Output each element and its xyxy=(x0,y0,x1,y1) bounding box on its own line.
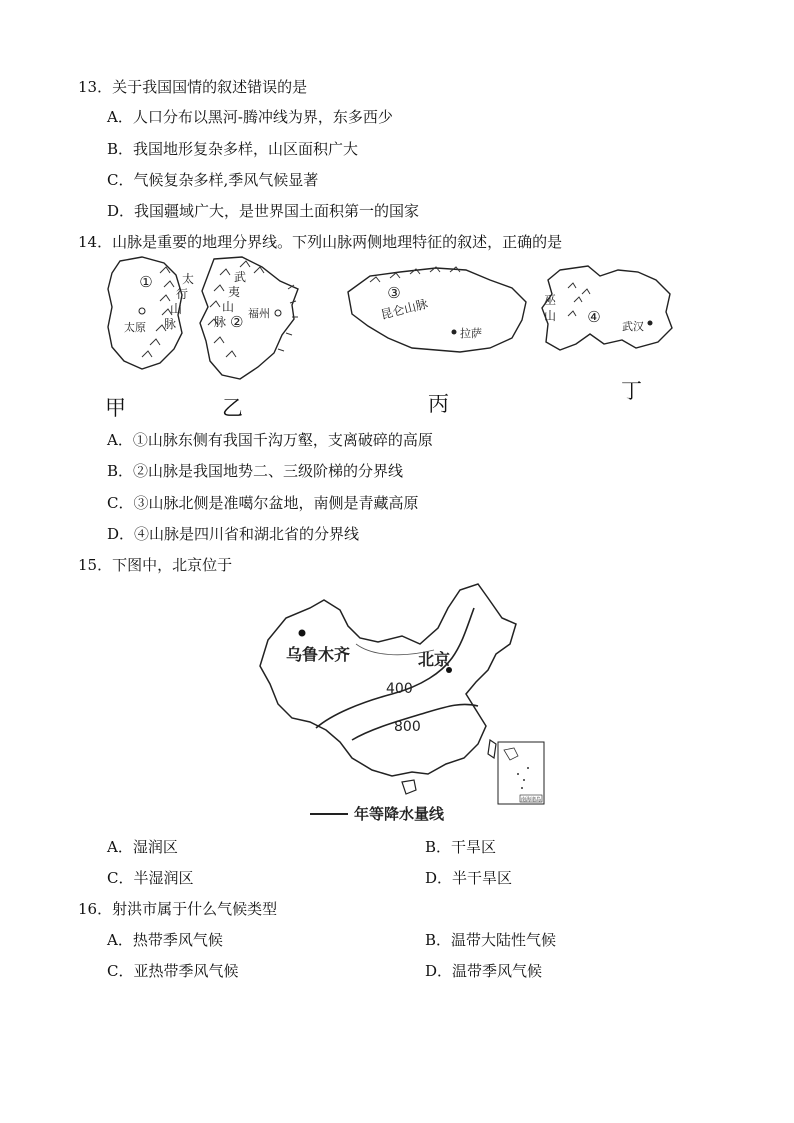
map-china-precipitation xyxy=(252,578,552,824)
q14-option-b: B．②山脉是我国地势二、三级阶梯的分界线 xyxy=(107,462,404,480)
map-bing-range-label: 昆仑山脉 xyxy=(379,296,430,322)
map-yi-number: ② xyxy=(230,313,244,331)
q15-stem: 15．下图中，北京位于 xyxy=(78,556,233,574)
q16-option-d: D．温带季风气候 xyxy=(425,962,543,980)
map-ding-range-char-1: 巫 xyxy=(544,293,557,307)
q14-stem: 14．山脉是重要的地理分界线。下列山脉两侧地理特征的叙述，正确的是 xyxy=(78,233,563,251)
q13-option-b: B．我国地形复杂多样，山区面积广大 xyxy=(107,140,359,158)
map-yi-range-char-4: 脉 xyxy=(214,315,227,329)
map-yi-range-char-2: 夷 xyxy=(228,285,241,299)
map-bing-panel-label: 丙 xyxy=(428,392,449,416)
wuhan-marker xyxy=(648,321,653,326)
map-isohyet-400-label: 400 xyxy=(386,681,413,697)
tibet-outline xyxy=(348,268,526,352)
hainan-outline xyxy=(402,780,416,794)
q16-option-a: A．热带季风气候 xyxy=(107,931,223,949)
q15-option-b: B．干旱区 xyxy=(425,838,497,856)
urumqi-marker xyxy=(299,630,306,637)
map-yi-panel-label: 乙 xyxy=(222,396,243,420)
q13-option-a: A．人口分布以黑河-腾冲线为界，东多西少 xyxy=(107,108,393,126)
q13-stem: 13．关于我国国情的叙述错误的是 xyxy=(78,78,308,96)
map-bing-city: 拉萨 xyxy=(460,327,482,340)
map-ding-number: ④ xyxy=(587,308,601,326)
lhasa-marker xyxy=(452,330,457,335)
map-city-urumqi: 乌鲁木齐 xyxy=(286,645,351,664)
q15-option-d: D．半干旱区 xyxy=(425,869,513,887)
map-jia-yi xyxy=(102,253,312,383)
hubei-outline xyxy=(542,266,672,350)
q14-option-c: C．③山脉北侧是准噶尔盆地，南侧是青藏高原 xyxy=(107,494,419,512)
map-ding-city: 武汉 xyxy=(622,320,644,333)
map-jia-city: 太原 xyxy=(124,321,146,334)
taiyuan-marker xyxy=(139,308,145,314)
q16-stem: 16．射洪市属于什么气候类型 xyxy=(78,900,278,918)
map-isohyet-800-label: 800 xyxy=(394,719,421,735)
map-bing xyxy=(340,262,540,362)
q14-option-d: D．④山脉是四川省和湖北省的分界线 xyxy=(107,525,360,543)
map-jia-range-char-2: 行 xyxy=(176,287,189,301)
map-ding-panel-label: 丁 xyxy=(621,379,642,403)
q13-option-c: C．气候复杂多样,季风气候显著 xyxy=(107,171,319,189)
map-city-beijing: 北京 xyxy=(418,650,451,669)
fuzhou-marker xyxy=(275,310,281,316)
q15-option-a: A．湿润区 xyxy=(107,838,178,856)
map-jia-range-char-1: 太 xyxy=(182,272,195,286)
q14-option-a: A．①山脉东侧有我国千沟万壑，支离破碎的高原 xyxy=(107,431,433,449)
map-bing-number: ③ xyxy=(387,284,401,302)
map-jia-range-char-4: 脉 xyxy=(164,317,177,331)
map-yi-range-char-3: 山 xyxy=(222,300,235,314)
q16-option-b: B．温带大陆性气候 xyxy=(425,931,557,949)
map-yi-city: 福州 xyxy=(248,307,270,320)
map-yi-range-char-1: 武 xyxy=(234,270,247,284)
map-ding-range-char-2: 山 xyxy=(544,309,557,323)
q16-option-c: C．亚热带季风气候 xyxy=(107,962,239,980)
inset-label: 南海诸岛 xyxy=(521,797,542,803)
map-legend-label: 年等降水量线 xyxy=(354,805,445,823)
map-jia-range-char-3: 山 xyxy=(170,302,183,316)
map-ding xyxy=(538,260,678,360)
china-outline xyxy=(260,584,516,776)
q15-option-c: C．半湿润区 xyxy=(107,869,194,887)
map-jia-panel-label: 甲 xyxy=(105,396,126,420)
q13-option-d: D．我国疆域广大，是世界国土面积第一的国家 xyxy=(107,202,420,220)
map-jia-number: ① xyxy=(139,273,153,291)
taiwan-outline xyxy=(488,740,496,758)
